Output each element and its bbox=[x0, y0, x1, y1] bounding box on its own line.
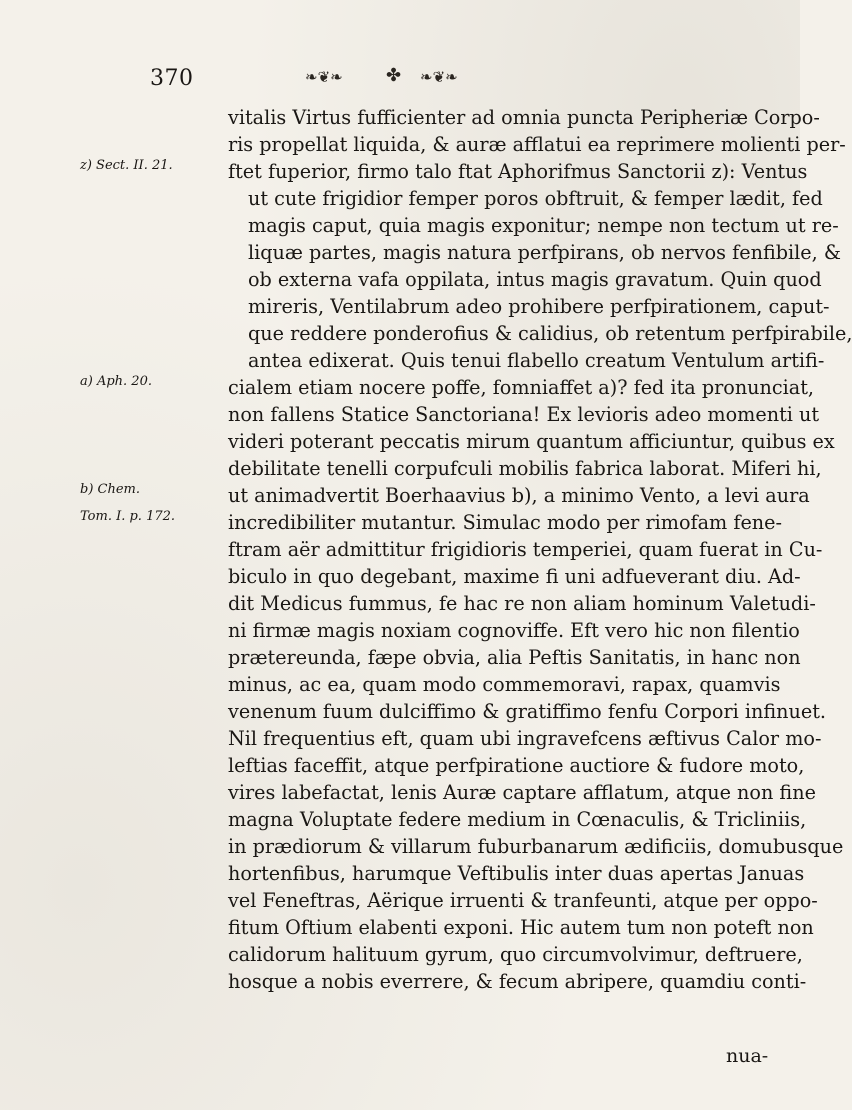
text-line: prætereunda, fæpe obvia, alia Peftis Sanitatis, in hanc non bbox=[228, 646, 801, 669]
text-line: liquæ partes, magis natura perfpirans, ob nervos fenfibile, & bbox=[248, 241, 841, 264]
text-line: Nil frequentius eft, quam ubi ingravefcens æftivus Calor mo- bbox=[228, 727, 822, 750]
text-line: in prædiorum & villarum fuburbanarum ædificiis, domubusque bbox=[228, 835, 844, 858]
text-line: venenum fuum dulciffimo & gratiffimo fenfu Corpori infinuet. bbox=[228, 700, 827, 723]
catchword: nua- bbox=[726, 1045, 769, 1067]
text-line: antea edixerat. Quis tenui flabello creatum Ventulum artifi- bbox=[248, 349, 825, 372]
page-header bbox=[150, 66, 670, 98]
text-line: ftram aër admittitur frigidioris temperiei, quam fuerat in Cu- bbox=[228, 538, 823, 561]
margin-note: a) Aph. 20. bbox=[80, 374, 152, 389]
header-ornament-center: ✤ bbox=[386, 65, 402, 86]
text-line: dit Medicus fummus, fe hac re non aliam hominum Valetudi- bbox=[228, 592, 816, 615]
text-line: calidorum halituum gyrum, quo circumvolvimur, deftruere, bbox=[228, 943, 803, 966]
text-line: ut cute frigidior femper poros obftruit, & femper lædit, fed bbox=[248, 187, 823, 210]
text-line: fitum Oftium elabenti exponi. Hic autem tum non poteft non bbox=[228, 916, 814, 939]
text-line: magna Voluptate federe medium in Cœnaculis, & Tricliniis, bbox=[228, 808, 807, 831]
text-line: ris propellat liquida, & auræ afflatui ea reprimere molienti per- bbox=[228, 133, 846, 156]
margin-note: z) Sect. II. 21. bbox=[80, 158, 173, 173]
text-line: incredibiliter mutantur. Simulac modo per rimofam fene- bbox=[228, 511, 782, 534]
text-line: hosque a nobis everrere, & fecum abripere, quamdiu conti- bbox=[228, 970, 807, 993]
text-line: ob externa vafa oppilata, intus magis gravatum. Quin quod bbox=[248, 268, 822, 291]
margin-note: Tom. I. p. 172. bbox=[80, 509, 176, 524]
text-line: vires labefactat, lenis Auræ captare afflatum, atque non fine bbox=[228, 781, 816, 804]
text-line: ftet fuperior, firmo talo ftat Aphorifmus Sanctorii z): Ventus bbox=[228, 160, 808, 183]
text-line: mireris, Ventilabrum adeo prohibere perfpirationem, caput- bbox=[248, 295, 830, 318]
text-line: cialem etiam nocere poffe, fomniaffet a)? fed ita pronunciat, bbox=[228, 376, 815, 399]
text-line: minus, ac ea, quam modo commemoravi, rapax, quamvis bbox=[228, 673, 781, 696]
text-line: non fallens Statice Sanctoriana! Ex levioris adeo momenti ut bbox=[228, 403, 820, 426]
text-line: leftias faceffit, atque perfpiratione auctiore & fudore moto, bbox=[228, 754, 805, 777]
text-line: debilitate tenelli corpufculi mobilis fabrica laborat. Miferi hi, bbox=[228, 457, 822, 480]
text-line: que reddere ponderofius & calidius, ob retentum perfpirabile, bbox=[248, 322, 852, 345]
text-line: vel Feneftras, Aërique irruenti & tranfeunti, atque per oppo- bbox=[228, 889, 818, 912]
text-line: biculo in quo degebant, maxime fi uni adfueverant diu. Ad- bbox=[228, 565, 801, 588]
text-line: videri poterant peccatis mirum quantum afficiuntur, quibus ex bbox=[228, 430, 835, 453]
text-line: ni firmæ magis noxiam cognoviffe. Eft vero hic non filentio bbox=[228, 619, 800, 642]
body-text bbox=[228, 104, 852, 995]
page-number: 370 bbox=[150, 66, 194, 91]
header-ornament-right: ❧❦❧ bbox=[420, 68, 458, 86]
text-line: magis caput, quia magis exponitur; nempe non tectum ut re- bbox=[248, 214, 839, 237]
header-ornament-left: ❧❦❧ bbox=[305, 68, 343, 86]
text-line: vitalis Virtus fufficienter ad omnia puncta Peripheriæ Corpo- bbox=[228, 106, 820, 129]
margin-note: b) Chem. bbox=[80, 482, 140, 497]
text-line: ut animadvertit Boerhaavius b), a minimo Vento, a levi aura bbox=[228, 484, 810, 507]
text-line: hortenfibus, harumque Veftibulis inter duas apertas Januas bbox=[228, 862, 805, 885]
